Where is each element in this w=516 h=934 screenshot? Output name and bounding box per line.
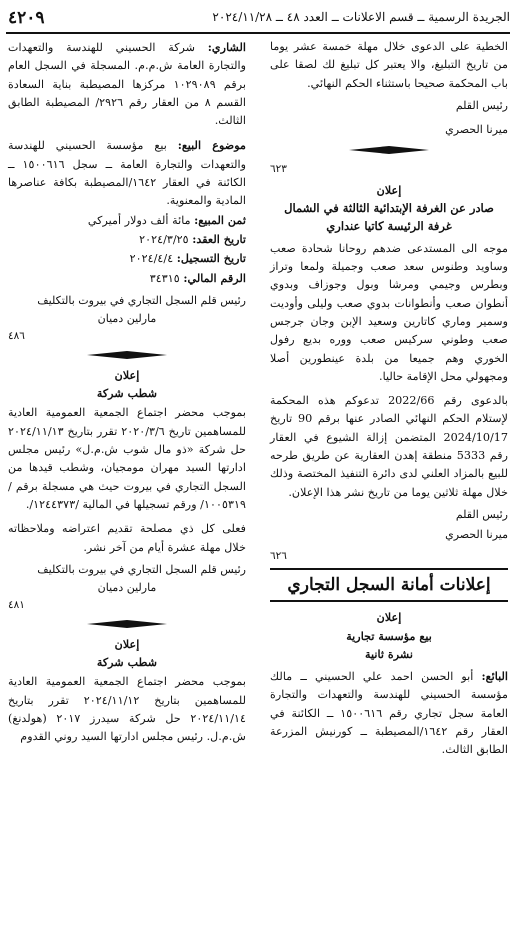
signature-name: ميرنا الحصري [445,122,508,136]
price-label: ثمن المبيع: [194,212,246,227]
page-number: ٤٢٠٩ [8,8,45,28]
contract-date-line [8,230,246,249]
notice-label: إعلان [114,367,140,382]
notice-label: إعلان [376,610,402,625]
fiscal-number: ٣٤٣١٥ [149,271,180,285]
continued-text: الخطية على الدعوى خلال مهلة خمسة عشر يوما من تاريخ التبليغ، والا يعتبر كل تبليغ لك لصقا على باب المحكمة صحيحا باستثناء الحكم النهائي. [270,40,508,90]
signature-name: ميرنا الحصري [445,527,508,541]
signature-title: رئيس القلم [455,98,508,112]
header-rule [6,32,510,34]
divider-ornament [87,619,167,629]
notice-paragraph: بموجب محضر اجتماع الجمعية العمومية العادية للمساهمين تاريخ ٢٠٢٠/٣/٦ تقرر بتاريخ ٢٠٢٤/١١/١٣ حل شركة «ذو مال شوب ش.م.ل» رئيس مجلس ادارتها السيد مهران مومجيان، وشطب قيدها من السجل التجاري في بيروت حيث هي مسجلة برقم /١٠٠٥٣١٩/ ورقم تسجيلها في المالية /١٢٤٤٣٧٣/. [8,406,246,511]
divider-ornament [349,145,429,155]
signature-name: مارلين دميان [97,311,157,325]
signature-name: مارلين دميان [97,580,157,594]
notice-label: إعلان [114,636,140,651]
notice-title: شطب شركة [96,655,158,670]
section-title: إعلانات أمانة السجل التجاري [270,568,508,602]
price-text: مائة ألف دولار أميركي [87,213,191,227]
notice-number: ٦٢٣ [270,162,287,175]
notice-paragraph: بالدعوى رقم 2022/66 تدعوكم هذه المحكمة لإستلام الحكم النهائي الصادر عنها برقم 90 تاريخ 2024/10/17 المتضمن إزالة الشيوع في العقار رقم 5333 منطقة إهدن العقارية عن طريق طرحه للبيع بالمزاد العلني لدى دائرة التنفيذ المختصة وذلك خلال مهلة ثلاثين يوما من تاريخ نشر هذا الإعلان. [270,394,508,499]
signature-title: رئيس القلم [455,507,508,521]
seller-label: البائع: [481,669,508,684]
fiscal-number-line [8,269,246,288]
contract-date: ٢٠٢٤/٣/٢٥ [139,232,189,246]
left-column [8,38,246,747]
fiscal-number-label: الرقم المالي: [183,270,246,285]
notice-paragraph: بموجب محضر اجتماع الجمعية العمومية العادية للمساهمين بتاريخ ٢٠٢٤/١١/١٢ تقرر بتاريخ ٢٠٢٤/١١/١٤ حل شركة سيدرز ٢٠١٧ (هولدنغ) ش.م.ل. رئيس مجلس ادارتها السيد روني القدوم [8,675,246,744]
seller-paragraph [270,667,508,759]
notice-number: ٦٢٦ [270,549,287,562]
buyer-text: شركة الحسيني للهندسة والتعهدات والتجارة العامة ش.م.م. المسجلة في السجل العام برقم ١٠٢٩٠٨٩ مركزها المصيطبة بناية السعادة القسم ٨ من العقار رقم ٢٩٢٦/ المصيطبة الطابق الثالث. [8,41,247,128]
signature-title: رئيس قلم السجل التجاري في بيروت بالتكليف [37,293,246,307]
registration-date: ٢٠٢٤/٤/٤ [129,252,174,266]
notice-number: ٤٨٦ [8,329,25,342]
right-column [270,38,508,760]
buyer-label: الشاري: [207,40,246,54]
gazette-header-title: الجريدة الرسمية ــ قسم الاعلانات ــ العدد ٤٨ ــ ٢٠٢٤/١١/٢٨ [212,10,510,24]
signature-title: رئيس قلم السجل التجاري في بيروت بالتكليف [37,562,246,576]
price-line [8,211,246,230]
notice-number: ٤٨١ [8,598,25,611]
buyer-paragraph [8,38,246,130]
notice-title: بيع مؤسسة تجارية [346,628,432,643]
subject-label: موضوع البيع: [177,138,246,153]
notice-title: شطب شركة [96,386,158,401]
notice-subtitle: نشرة ثانية [364,646,414,661]
divider-ornament [87,350,167,360]
notice-paragraph: موجه الى المستدعى ضدهم روحانا شحادة صعب وساويد وطنوس سعد صعب وجميلة ولمعا وتراز وبطرس وجيمي ومرشا وبول وجوزاف وبدوي أنطوان صعب وأنطوانات بدوي صعب وليلى وأوديت وسمير وماري كاتارين وسعيد الإبن وجان جرجس صعب وطوني سركيس صعب ووره بديع رفول الخوري وهم جميعا من بلدة عينطورين أصلا ومجهولي محل الإقامة حاليا. [270,241,508,383]
notice-label: إعلان [376,182,402,197]
notice-paragraph: فعلى كل ذي مصلحة تقديم اعتراضه وملاحظاته خلال مهلة عشرة أيام من آخر نشر. [8,522,246,554]
contract-date-label: تاريخ العقد: [192,231,246,246]
registration-date-line [8,249,246,268]
notice-issuer: صادر عن الغرفة الإبتدائية الثالثة في الشمال [284,201,494,216]
registration-date-label: تاريخ التسجيل: [176,251,246,266]
subject-text: بيع مؤسسة الحسيني للهندسة والتعهدات والتجارة العامة ــ سجل ١٥٠٠٦١٦ ــ الكائنة في العقار ١٦٤٢/المصيطبة بكافة عناصرها المادية والمعنوية. [8,139,246,208]
seller-text: أبو الحسن احمد علي الحسيني ــ مالك مؤسسة الحسيني للهندسة والتعهدات والتجارة العامة سجل تجاري رقم ١٥٠٠٦١٦ ــ الكائنة في العقار رقم ١٦٤٢/المصيطبة ــ كورنيش المزرعة الطابق الثالث. [270,670,508,757]
subject-paragraph [8,136,246,210]
page-header [6,6,510,32]
notice-judge: غرفة الرئيسة كاتيا عنداري [326,219,452,234]
